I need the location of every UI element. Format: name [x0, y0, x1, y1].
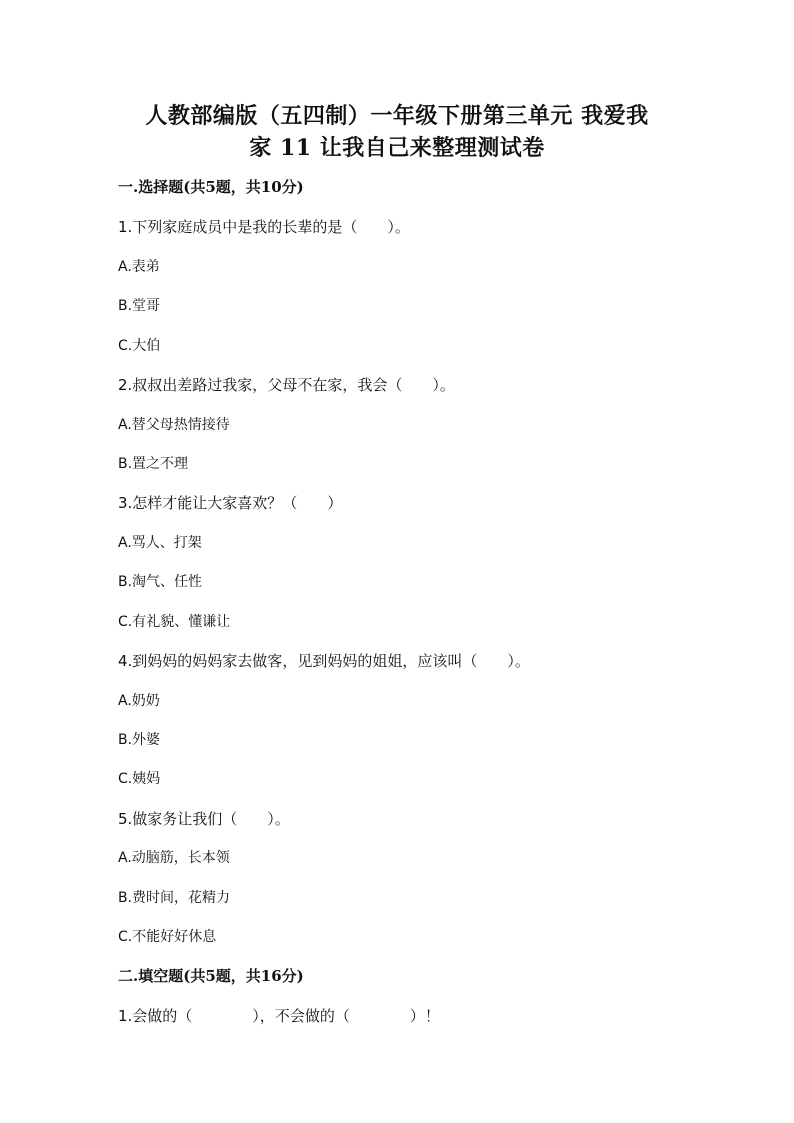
question-3-option-b: B.淘气、任性: [118, 574, 203, 590]
question-1-option-c: C.大伯: [118, 338, 161, 354]
question-4-option-c: C.姨妈: [118, 771, 161, 787]
question-5-option-a: A.动脑筋，长本领: [118, 850, 230, 866]
question-2-option-a: A.替父母热情接待: [118, 417, 230, 433]
question-3-option-c: C.有礼貌、懂谦让: [118, 614, 231, 630]
question-5-option-c: C.不能好好休息: [118, 929, 217, 945]
question-5: 5.做家务让我们（ ）。: [118, 810, 290, 828]
question-1-option-a: A.表弟: [118, 259, 160, 275]
question-2-option-b: B.置之不理: [118, 456, 189, 472]
question-4-option-b: B.外婆: [118, 732, 161, 748]
question-5-option-b: B.费时间，花精力: [118, 890, 231, 906]
fill-question-1: 1.会做的（ ），不会做的（ ）！: [118, 1007, 440, 1025]
page-title-line-2: 家 11 让我自己来整理测试卷: [249, 135, 545, 161]
page-title-line-1: 人教部编版（五四制）一年级下册第三单元 我爱我: [145, 103, 649, 129]
question-3: 3.怎样才能让大家喜欢？（ ）: [118, 494, 343, 512]
section-heading-multiple-choice: 一.选择题(共5题，共10分): [118, 178, 304, 196]
question-3-option-a: A.骂人、打架: [118, 535, 202, 551]
section-heading-fill-in: 二.填空题(共5题，共16分): [118, 967, 304, 985]
question-1-option-b: B.堂哥: [118, 298, 161, 314]
question-4: 4.到妈妈的妈妈家去做客，见到妈妈的姐姐，应该叫（ ）。: [118, 652, 530, 670]
question-1: 1.下列家庭成员中是我的长辈的是（ ）。: [118, 218, 410, 236]
question-4-option-a: A.奶奶: [118, 693, 160, 709]
question-2: 2.叔叔出差路过我家，父母不在家，我会（ ）。: [118, 376, 455, 394]
